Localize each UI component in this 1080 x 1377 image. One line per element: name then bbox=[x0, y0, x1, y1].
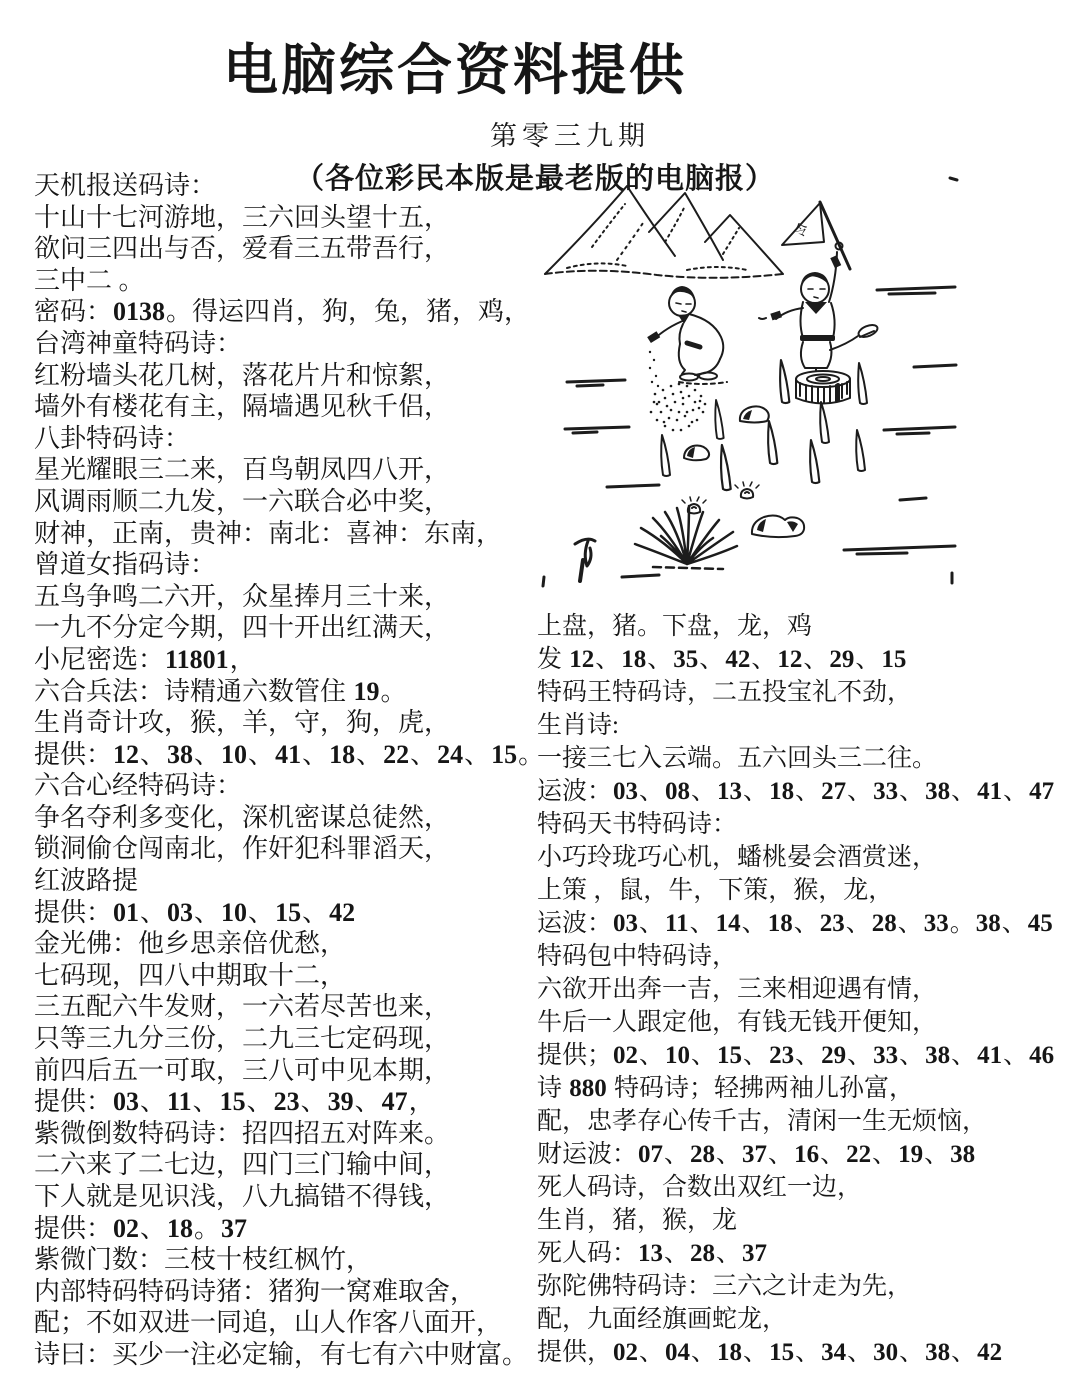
text-line: 二六来了二七边，四门三门输中间， bbox=[34, 1150, 451, 1180]
text-line: 内部特码特码诗猪：猪狗一窝难取舍， bbox=[34, 1276, 477, 1306]
text-line: 弥陀佛特码诗：三六之计走为先， bbox=[537, 1273, 913, 1300]
text-line: 诗 880 特码诗；轻拂两袖儿孙富， bbox=[537, 1075, 915, 1102]
text-line: 紫微倒数特码诗：招四招五对阵来。 bbox=[34, 1118, 451, 1148]
text-line: 配，九面经旗画蛇龙， bbox=[537, 1306, 788, 1333]
edition-note: （各位彩民本版是最老版的电脑报） bbox=[294, 163, 775, 195]
text-line: 六合心经特码诗： bbox=[34, 771, 243, 801]
text-line: 五鸟争鸣二六开，众星捧月三十来， bbox=[34, 581, 451, 611]
text-line: 紫微门数：三枝十枝红枫竹， bbox=[34, 1245, 373, 1275]
artist-signature bbox=[575, 539, 595, 581]
text-line: 特码天书特码诗： bbox=[537, 811, 738, 838]
text-line: 生肖奇计攻，猴，羊，守，狗，虎， bbox=[34, 708, 451, 738]
text-line: 财神，正南，贵神：南北：喜神：东南， bbox=[34, 518, 503, 548]
text-line: 财运波：07、28、37、16、22、19、38 bbox=[537, 1141, 976, 1168]
text-line: 提供：03、11、15、23、39、47， bbox=[34, 1087, 435, 1117]
sower-figure bbox=[647, 286, 727, 384]
grass-tuft-icon bbox=[635, 506, 737, 569]
illustration bbox=[537, 172, 960, 600]
text-line: 牛后一人跟定他，有钱无钱开便知， bbox=[537, 1009, 938, 1036]
left-column bbox=[34, 170, 545, 1371]
text-line: 提供；02、10、15、23、29、33、38、41、46 bbox=[537, 1042, 1055, 1069]
text-line: 下人就是见识浅，八九搞错不得钱， bbox=[34, 1182, 451, 1211]
tree-stump-icon bbox=[796, 371, 850, 404]
text-line: 锁洞偷仓闯南北，作奸犯科罪滔天， bbox=[34, 834, 451, 864]
text-line: 配，忠孝存心传千古，清闲一生无烦恼， bbox=[537, 1108, 988, 1135]
text-line: 欲问三四出与否，爱看三五带吾行， bbox=[34, 234, 451, 264]
text-line: 小尼密选：11801， bbox=[34, 644, 256, 674]
text-line: 争名夺利多变化，深机密谋总徒然， bbox=[34, 802, 451, 832]
text-line: 运波：03、11、14、18、23、28、33。38、45 bbox=[537, 910, 1053, 937]
text-line: 金光佛：他乡思亲倍优愁， bbox=[34, 929, 347, 959]
text-line: 死人码诗，合数出双红一边， bbox=[537, 1174, 863, 1201]
text-line: 提供：01、03、10、15、42 bbox=[34, 897, 356, 927]
text-line: 运波：03、08、13、18、27、33、38、41、47 bbox=[537, 778, 1055, 805]
text-line: 六合兵法：诗精通六数管住 19。 bbox=[34, 676, 407, 706]
text-line: 上盘，猪。下盘，龙，鸡 bbox=[537, 613, 813, 640]
text-line: 特码王特码诗，二五投宝礼不劲， bbox=[537, 679, 913, 706]
text-line: 一九不分定今期，四十开出红满天， bbox=[34, 613, 451, 643]
text-line: 发 12、18、35、42、12、29、15 bbox=[537, 646, 907, 673]
text-line: 提供：02、18。37 bbox=[34, 1213, 248, 1243]
flag-bearer-figure bbox=[759, 202, 879, 376]
text-line: 三中二 。 bbox=[34, 265, 145, 295]
text-line: 小巧玲珑巧心机，蟠桃晏会酒赏迷， bbox=[537, 844, 938, 871]
text-line: 天机报送码诗： bbox=[34, 171, 217, 200]
text-line: 配；不如双进一同追，山人作客八面开， bbox=[34, 1308, 503, 1338]
text-line: 台湾神童特码诗： bbox=[34, 328, 243, 358]
text-line: 提供：12、38、10、41、18、22、24、15。 bbox=[34, 739, 545, 769]
text-line: 红波路提 bbox=[34, 866, 139, 896]
page-title: 电脑综合资料提供 bbox=[222, 39, 687, 101]
text-line: 星光耀眼三二来，百鸟朝凤四八开， bbox=[34, 455, 451, 485]
text-line: 上策 ，鼠，牛，下策，猴，龙， bbox=[537, 877, 894, 904]
text-line: 八卦特码诗： bbox=[34, 423, 191, 453]
text-line: 风调雨顺二九发，一六联合必中奖， bbox=[34, 486, 451, 516]
text-line: 死人码：13、28、37 bbox=[537, 1240, 768, 1267]
text-line: 生肖，猪，猴，龙 bbox=[537, 1207, 738, 1234]
pennant-flag bbox=[782, 203, 824, 245]
text-line: 墙外有楼花有主，隔墙遇见秋千侣， bbox=[34, 392, 451, 422]
text-line: 提供，02、04、18、15、34、30、38、42 bbox=[537, 1339, 1003, 1366]
text-line: 十山十七河游地，三六回头望十五， bbox=[34, 202, 451, 232]
text-line: 三五配六牛发财，一六若尽苦也来， bbox=[34, 992, 451, 1022]
text-line: 特码包中特码诗， bbox=[537, 943, 738, 970]
text-line: 前四后五一可取，三八可中见本期， bbox=[34, 1055, 451, 1085]
text-line: 密码：0138。得运四肖，狗，兔，猪，鸡， bbox=[34, 297, 531, 327]
right-column bbox=[537, 610, 1080, 1369]
text-line: 七码现，四八中期取十二， bbox=[34, 960, 347, 990]
text-line: 生肖诗: bbox=[537, 712, 619, 739]
text-line: 曾道女指码诗： bbox=[34, 550, 217, 580]
text-line: 一接三七入云端。五六回头三二往。 bbox=[537, 745, 938, 772]
text-line: 只等三九分三份，二九三七定码现， bbox=[34, 1024, 451, 1054]
mountains-icon bbox=[545, 186, 783, 278]
glow-seed-icons bbox=[682, 482, 759, 514]
flag-character: 令 bbox=[791, 221, 811, 242]
text-line: 六欲开出奔一吉，三来相迎遇有情， bbox=[537, 976, 938, 1003]
issue-number: 第零三九期 bbox=[490, 121, 650, 151]
text-line: 红粉墙头花几树，落花片片和惊絮， bbox=[34, 360, 451, 390]
seed-cloud-icon bbox=[649, 351, 707, 432]
text-line: 诗曰：买少一注必定输，有七有六中财富。 bbox=[34, 1339, 529, 1369]
